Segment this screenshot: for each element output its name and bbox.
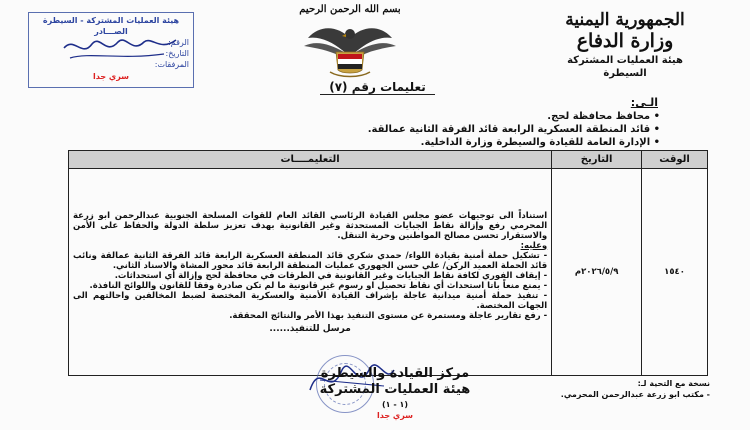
addressee-item: • محافظ محافظة لحج. — [368, 110, 660, 123]
copy-to-recipient: - مكتب ابو زرعة عبدالرحمن المحرمي. — [490, 389, 710, 400]
signature-block — [290, 366, 500, 420]
handwritten-stamp-signature — [60, 30, 180, 64]
page-indicator: (١ - ١) — [382, 400, 408, 409]
instructions-column-header: التعليمــــات — [69, 151, 552, 169]
date-column-header: التاريخ — [552, 151, 642, 169]
instructions-cell — [69, 169, 552, 376]
eagle-emblem-icon — [300, 16, 400, 78]
stamp-attachments-label: المرفقات: — [154, 60, 189, 69]
addressee-list — [368, 110, 660, 149]
instruction-item: - تنفيذ حملة أمنية ميدانية عاجلة بإشراف القيادة الأمنية والعسكرية المختصة لضبط المخالفين واحالتهم الى الجهات المختصة. — [73, 291, 547, 311]
addressee-item: • قائد المنطقة العسكرية الرابعة قائد الفرقة الثانية عمالقة. — [368, 123, 660, 136]
instructions-table — [68, 150, 708, 376]
instructions-intro: استناداً الى توجيهات عضو مجلس القيادة الرئاسي القائد العام للقوات المسلحة الجنوبية عبدالرحمن ابو زرعة المحرمي رفع وإزالة نقاط الجبايات المستحدثة وغير القانونية بهدف تعزيز سلطة الدولة والحفاظ على الأمن والاستقرار تحسن مصالح المواطنين وحرية التنقل. — [73, 210, 548, 241]
table-header-row — [69, 151, 708, 169]
copy-to — [490, 378, 710, 400]
instructions-therefore: وعليه: — [520, 240, 548, 251]
table-row — [69, 169, 708, 376]
letterhead-ministry: وزارة الدفاع — [576, 30, 674, 52]
letterhead-authority: هيئة العمليات المشتركة — [567, 55, 683, 66]
document-title: تعليمات رقم (٧) — [320, 80, 435, 95]
letterhead — [540, 10, 710, 80]
stamp-secret-label: سري جدا — [92, 72, 130, 81]
instruction-item: - يمنع منعاً باتا استحداث أي نقاط تحصيل او رسوم غير قانونية ما لم تكن صادرة وفقا للقانون واللوائح النافذة. — [73, 281, 547, 291]
state-emblem — [290, 4, 410, 82]
signature-authority: هيئة العمليات المشتركة — [319, 382, 471, 397]
stamp-authority: هيئة العمليات المشتركة - السيطرة — [42, 16, 180, 25]
letterhead-country: الجمهورية اليمنية — [565, 10, 685, 30]
time-cell: ١٥٤٠ — [642, 169, 708, 376]
signature-center: مركز القيادة والسيطرة — [320, 366, 470, 381]
instruction-item: - إيقاف الفوري لكافة نقاط الجبايات وغير القانونية في الطرقات في محافظة لحج وإزالة أي استحداثات. — [73, 271, 547, 281]
stamp-date-label: التاريخ: — [165, 49, 189, 58]
instruction-item: - تشكيل حملة أمنية بقيادة اللواء/ حمدي شكري قائد المنطقة العسكرية الرابعة قائد الفرقة الثانية عمالقة ونائب قائد الحملة العميد الركن/ علي حسن الجهوري عمليات المنطقة الرابعة قائد محور المشاة والاسناد الثاني. — [73, 251, 547, 271]
time-column-header: الوقت — [642, 151, 708, 169]
date-cell: ٢٠٢٦/٥/٩م — [552, 169, 642, 376]
stamp-outgoing: الصـــادر — [94, 27, 128, 36]
classification-label: سري جدا — [376, 411, 414, 420]
basmala: بسم الله الرحمن الرحيم — [299, 4, 401, 15]
instructions-closing: مرسل للتنفيذ...... — [269, 323, 351, 334]
to-label: الـى: — [630, 96, 658, 109]
stamp-number-label: الرقم: — [168, 38, 189, 47]
copy-to-label: نسخة مع التحية لـ: — [637, 379, 710, 388]
letterhead-unit: السيطرة — [603, 68, 647, 79]
addressee-item: • الإدارة العامة للقيادة والسيطرة وزارة الداخلية. — [368, 136, 660, 149]
instruction-item: - رفع تقارير عاجلة ومستمرة عن مستوى التنفيذ بهذا الأمر والنتائج المحققة. — [73, 311, 547, 321]
